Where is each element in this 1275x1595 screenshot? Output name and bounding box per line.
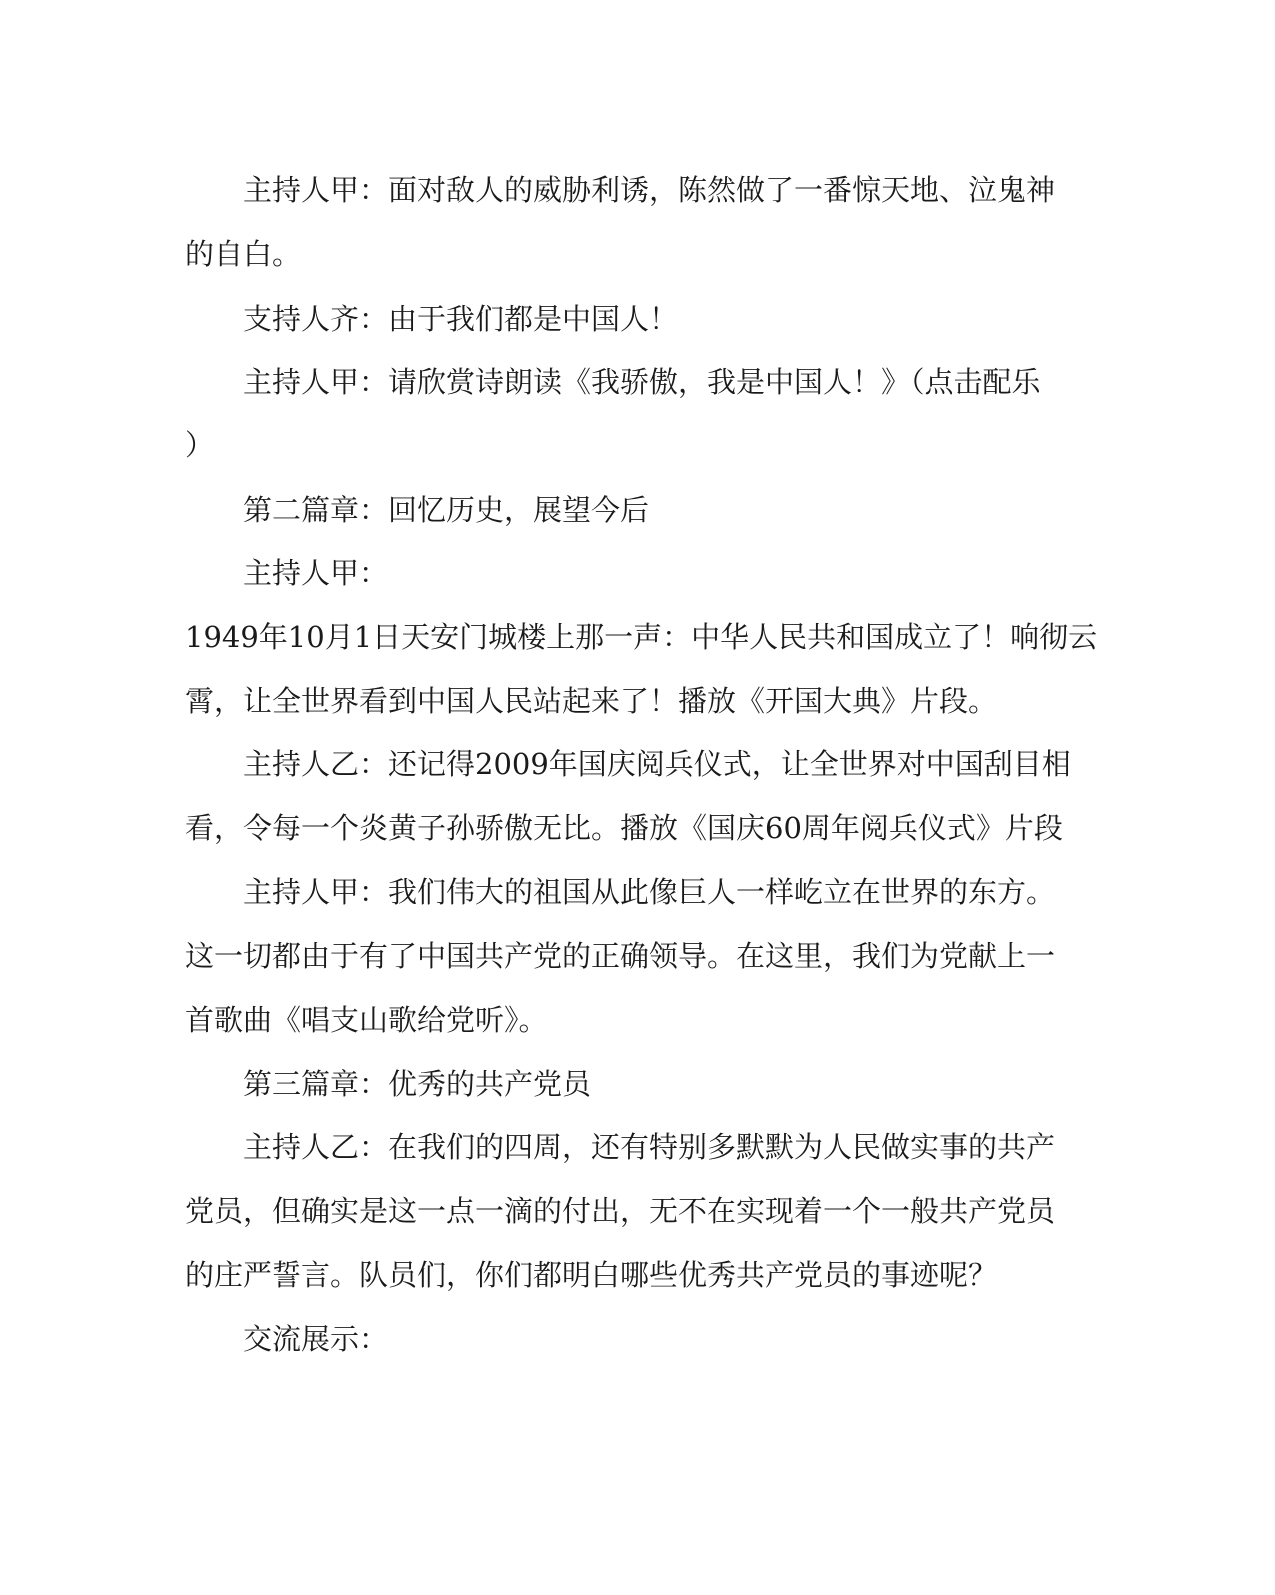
paragraph-line: 的自白。 — [185, 237, 302, 271]
paragraph-line: 主持人甲： — [243, 556, 389, 590]
paragraph-line: 交流展示： — [243, 1322, 389, 1356]
paragraph-line: 看，令每一个炎黄子孙骄傲无比。播放《国庆60周年阅兵仪式》片段 — [185, 811, 1063, 845]
paragraph-line: 的庄严誓言。队员们，你们都明白哪些优秀共产党员的事迹呢？ — [185, 1258, 998, 1292]
paragraph-line: 霄，让全世界看到中国人民站起来了！播放《开国大典》片段。 — [185, 684, 998, 718]
paragraph-line: 党员，但确实是这一点一滴的付出，无不在实现着一个一般共产党员 — [185, 1194, 1056, 1228]
paragraph-line: 主持人乙：还记得2009年国庆阅兵仪式，让全世界对中国刮目相 — [243, 747, 1071, 781]
paragraph-line: 这一切都由于有了中国共产党的正确领导。在这里，我们为党献上一 — [185, 939, 1056, 973]
paragraph-line: 主持人甲：我们伟大的祖国从此像巨人一样屹立在世界的东方。 — [243, 875, 1056, 909]
paragraph-line: 主持人乙：在我们的四周，还有特别多默默为人民做实事的共产 — [243, 1130, 1056, 1164]
paragraph-line: 主持人甲：请欣赏诗朗读《我骄傲，我是中国人！》（点击配乐 — [243, 365, 1041, 399]
paragraph-line: 主持人甲：面对敌人的威胁利诱，陈然做了一番惊天地、泣鬼神 — [243, 173, 1056, 207]
paragraph-line: 支持人齐：由于我们都是中国人！ — [243, 302, 679, 336]
chapter-heading: 第二篇章：回忆历史，展望今后 — [243, 493, 650, 527]
paragraph-line: 首歌曲《唱支山歌给党听》。 — [185, 1003, 548, 1037]
paragraph-line: ） — [185, 428, 215, 462]
paragraph-line: 1949年10月1日天安门城楼上那一声：中华人民共和国成立了！响彻云 — [185, 620, 1098, 654]
chapter-heading: 第三篇章：优秀的共产党员 — [243, 1067, 592, 1101]
